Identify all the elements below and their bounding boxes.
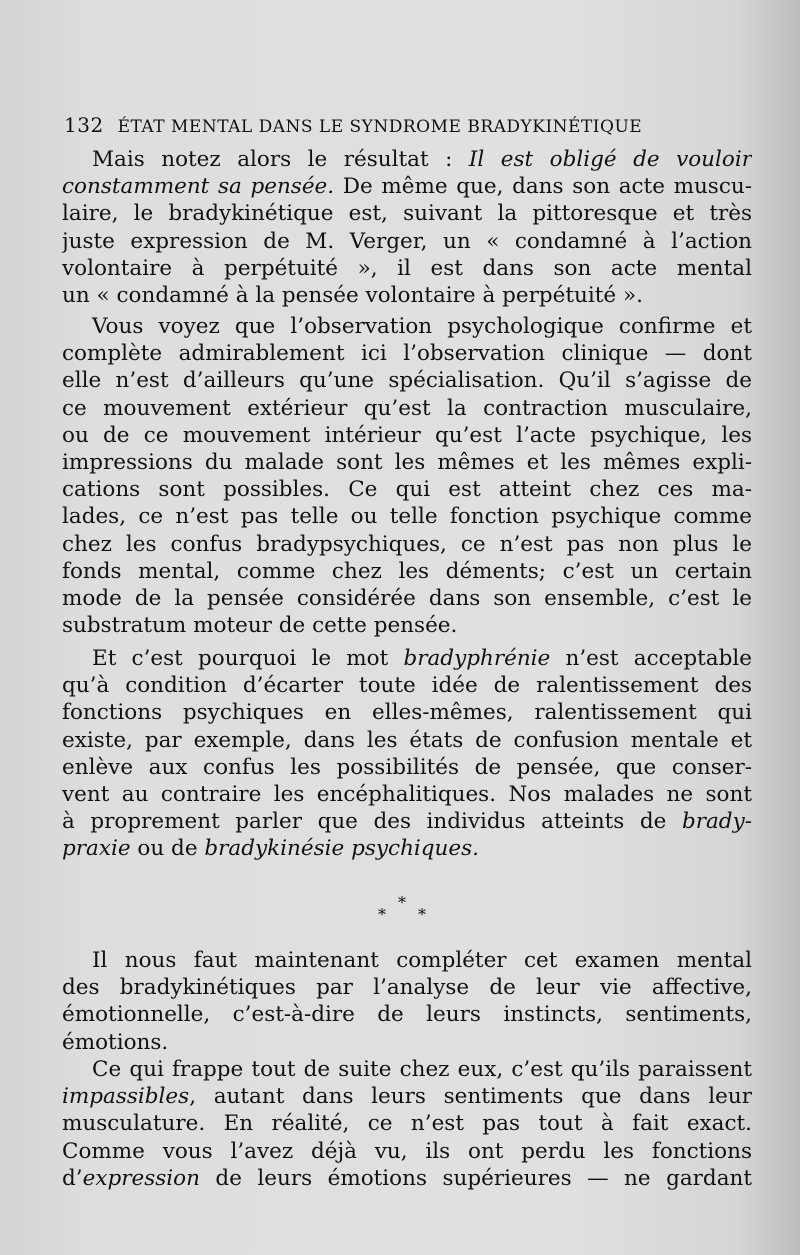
page-header: [64, 113, 764, 137]
paragraph-result: [62, 146, 752, 309]
text-line: [62, 173, 752, 200]
asterisk-left: *: [378, 905, 386, 924]
text-line: [62, 1165, 752, 1192]
text-line: vent au contraire les encéphalitiques. Nos malades ne sont: [62, 781, 752, 807]
page-number: 132: [64, 113, 104, 137]
text-line: émotions.: [62, 1029, 169, 1055]
text-line: chez les confus bradypsychiques, ce n’est pas non plus le: [62, 531, 752, 557]
text-line: mode de la pensée considérée dans son ensemble, c’est le: [62, 585, 752, 611]
text-line: complète admirablement ici l’observation clinique — dont: [62, 341, 752, 367]
text-line: ce mouvement extérieur qu’est la contraction musculaire,: [62, 395, 752, 421]
asterisk-top: *: [398, 893, 406, 912]
text-line: qu’à condition d’écarter toute idée de ralentissement des: [62, 673, 752, 699]
text-line: musculature. En réalité, ce n’est pas tout à fait exact.: [62, 1111, 752, 1137]
text-line: [62, 1083, 752, 1110]
italic-term: bradyphrénie: [403, 646, 551, 671]
text-line: Comme vous l’avez déjà vu, ils ont perdu les fonctions: [62, 1138, 752, 1164]
italic-term: praxie: [62, 836, 131, 862]
text-line: [62, 808, 752, 835]
text-line: un « condamné à la pensée volontaire à perpétuité ».: [62, 282, 643, 308]
text-line: [62, 835, 752, 862]
text-segment: Mais notez alors le résultat :: [92, 147, 469, 172]
italic-phrase: constamment sa pensée.: [62, 174, 335, 200]
section-break-asterism: [378, 893, 428, 923]
text-line: ou de ce mouvement intérieur qu’est l’acte psychique, les: [62, 422, 752, 448]
text-line: Il nous faut maintenant compléter cet examen mental: [92, 948, 752, 973]
running-title: ÉTAT MENTAL DANS LE SYNDROME BRADYKINÉTIQUE: [117, 117, 643, 137]
text-line: Vous voyez que l’observation psychologique confirme et: [92, 314, 752, 339]
text-line: enlève aux confus les possibilités de pensée, que conser-: [62, 754, 752, 780]
italic-term: expression: [82, 1165, 200, 1191]
text-line: des bradykinétiques par l’analyse de leur vie affective,: [62, 975, 752, 1001]
text-line: fonctions psychiques en elles-mêmes, ralentissement qui: [62, 700, 752, 726]
text-line: volontaire à perpétuité », il est dans son acte mental: [62, 255, 752, 281]
paragraph-bradyphrenie: [62, 645, 752, 863]
text-line: impressions du malade sont les mêmes et les mêmes expli-: [62, 449, 752, 475]
text-segment: Et c’est pourquoi le mot: [92, 646, 404, 671]
text-segment: à proprement parler que des individus atteints de: [62, 809, 682, 835]
text-segment: d’: [62, 1165, 83, 1191]
text-segment: ou de: [130, 836, 205, 862]
asterisk-right: *: [418, 905, 426, 924]
text-segment: , autant dans leurs sentiments que dans leur: [189, 1084, 752, 1110]
text-line: fonds mental, comme chez les déments; c’est un certain: [62, 558, 752, 584]
text-line: Ce qui frappe tout de suite chez eux, c’est qu’ils paraissent: [92, 1057, 752, 1082]
paragraph-affective-life: [62, 947, 752, 1056]
text-line: [62, 645, 752, 672]
text-line: laire, le bradykinétique est, suivant la pittoresque et très: [62, 201, 752, 227]
italic-term: bradykinésie psychiques.: [204, 836, 479, 862]
paragraph-impassibles: [62, 1056, 752, 1192]
text-line: substratum moteur de cette pensée.: [62, 613, 458, 639]
text-line: juste expression de M. Verger, un « condamné à l’action: [62, 228, 752, 254]
text-line: elle n’est d’ailleurs qu’une spécialisation. Qu’il s’agisse de: [62, 368, 752, 394]
italic-phrase: Il est obligé de vouloir: [468, 147, 752, 172]
text-line: cations sont possibles. Ce qui est atteint chez ces ma-: [62, 477, 752, 503]
text-segment: n’est acceptable: [550, 646, 752, 671]
italic-term: impassibles: [62, 1084, 190, 1110]
italic-term: brady-: [681, 809, 752, 835]
text-line: lades, ce n’est pas telle ou telle fonction psychique comme: [62, 504, 752, 530]
text-segment: De même que, dans son acte muscu-: [334, 174, 752, 200]
text-line: existe, par exemple, dans les états de confusion mentale et: [62, 727, 752, 753]
text-segment: de leurs émotions supérieures — ne gardant: [199, 1165, 752, 1191]
text-line: [62, 146, 752, 173]
paragraph-observation: [62, 313, 752, 639]
text-line: émotionnelle, c’est-à-dire de leurs instincts, sentiments,: [62, 1002, 752, 1028]
